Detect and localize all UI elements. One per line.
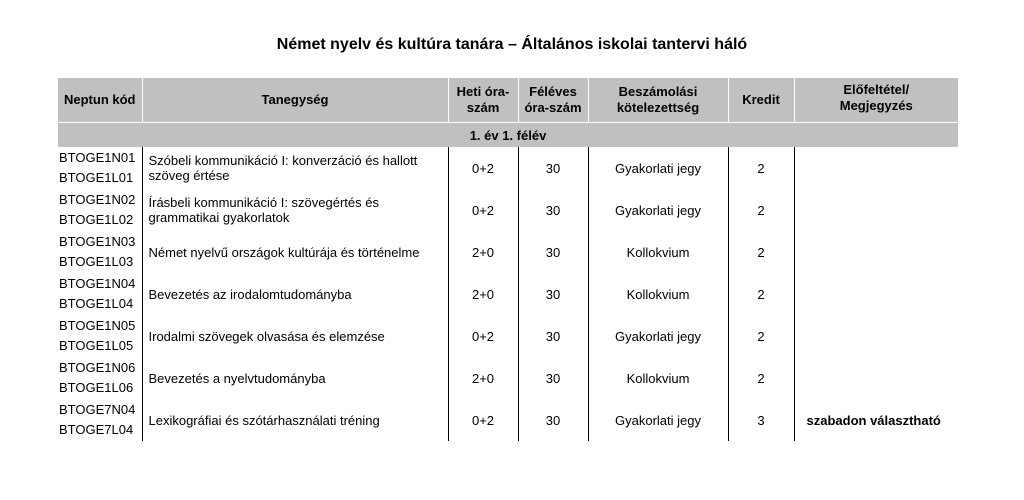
subject-name: Lexikográfiai és szótárhasználati tréning (142, 399, 448, 441)
neptun-code (58, 147, 142, 189)
report-type: Kollokvium (588, 357, 728, 399)
semester-row (58, 123, 958, 148)
neptun-code (58, 189, 142, 231)
header-weekly-hours: Heti óra- szám (448, 78, 518, 123)
credit: 3 (728, 399, 794, 441)
header-row (58, 78, 958, 123)
semester-hours: 30 (518, 273, 588, 315)
header-prerequisite: Előfeltétel/ Megjegyzés (794, 78, 958, 123)
code-n: BTOGE1N05 (59, 318, 136, 333)
report-type: Gyakorlati jegy (588, 399, 728, 441)
credit: 2 (728, 147, 794, 189)
table-body (58, 147, 958, 441)
semester-hours: 30 (518, 399, 588, 441)
report-type: Gyakorlati jegy (588, 189, 728, 231)
neptun-code (58, 357, 142, 399)
header-report: Beszámolási kötelezettség (588, 78, 728, 123)
prerequisite-note (794, 147, 958, 189)
neptun-code (58, 399, 142, 441)
table-row (58, 189, 958, 231)
header-credit: Kredit (728, 78, 794, 123)
credit: 2 (728, 189, 794, 231)
weekly-hours: 0+2 (448, 189, 518, 231)
prerequisite-note (794, 189, 958, 231)
header-subject: Tanegység (142, 78, 448, 123)
credit: 2 (728, 231, 794, 273)
code-l: BTOGE1L03 (59, 254, 134, 269)
table-row (58, 273, 958, 315)
report-type: Kollokvium (588, 273, 728, 315)
report-type: Kollokvium (588, 231, 728, 273)
subject-name: Szóbeli kommunikáció I: konverzáció és hallott szöveg értése (142, 147, 448, 189)
semester-hours: 30 (518, 189, 588, 231)
curriculum-table (58, 78, 958, 441)
subject-name: Német nyelvű országok kultúrája és történelme (142, 231, 448, 273)
credit: 2 (728, 357, 794, 399)
neptun-code (58, 273, 142, 315)
prerequisite-note: szabadon választható (794, 399, 958, 441)
weekly-hours: 0+2 (448, 315, 518, 357)
code-l: BTOGE1L02 (59, 212, 134, 227)
weekly-hours: 2+0 (448, 273, 518, 315)
semester-label: 1. év 1. félév (58, 123, 958, 148)
header-semester-hours: Féléves óra-szám (518, 78, 588, 123)
weekly-hours: 2+0 (448, 357, 518, 399)
code-l: BTOGE1L04 (59, 296, 134, 311)
table-row (58, 399, 958, 441)
subject-name: Bevezetés az irodalomtudományba (142, 273, 448, 315)
code-l: BTOGE1L06 (59, 380, 134, 395)
semester-hours: 30 (518, 231, 588, 273)
code-n: BTOGE7N04 (59, 402, 136, 417)
table-row (58, 357, 958, 399)
neptun-code (58, 315, 142, 357)
weekly-hours: 0+2 (448, 147, 518, 189)
prerequisite-note (794, 315, 958, 357)
table-row (58, 231, 958, 273)
subject-name: Bevezetés a nyelvtudományba (142, 357, 448, 399)
subject-name: Irodalmi szövegek olvasása és elemzése (142, 315, 448, 357)
subject-name: Írásbeli kommunikáció I: szövegértés és grammatikai gyakorlatok (142, 189, 448, 231)
code-n: BTOGE1N03 (59, 234, 136, 249)
credit: 2 (728, 273, 794, 315)
header-code: Neptun kód (58, 78, 142, 123)
page-title: Német nyelv és kultúra tanára – Általános iskolai tantervi háló (276, 36, 748, 53)
neptun-code (58, 231, 142, 273)
table-row (58, 315, 958, 357)
prerequisite-note (794, 357, 958, 399)
weekly-hours: 2+0 (448, 231, 518, 273)
code-n: BTOGE1N01 (59, 150, 136, 165)
semester-hours: 30 (518, 147, 588, 189)
code-n: BTOGE1N02 (59, 192, 136, 207)
table-row (58, 147, 958, 189)
weekly-hours: 0+2 (448, 399, 518, 441)
report-type: Gyakorlati jegy (588, 315, 728, 357)
semester-hours: 30 (518, 357, 588, 399)
code-l: BTOGE1L01 (59, 170, 134, 185)
report-type: Gyakorlati jegy (588, 147, 728, 189)
semester-hours: 30 (518, 315, 588, 357)
code-n: BTOGE1N04 (59, 276, 136, 291)
credit: 2 (728, 315, 794, 357)
prerequisite-note (794, 273, 958, 315)
code-l: BTOGE1L05 (59, 338, 134, 353)
prerequisite-note (794, 231, 958, 273)
code-n: BTOGE1N06 (59, 360, 136, 375)
code-l: BTOGE7L04 (59, 422, 134, 437)
